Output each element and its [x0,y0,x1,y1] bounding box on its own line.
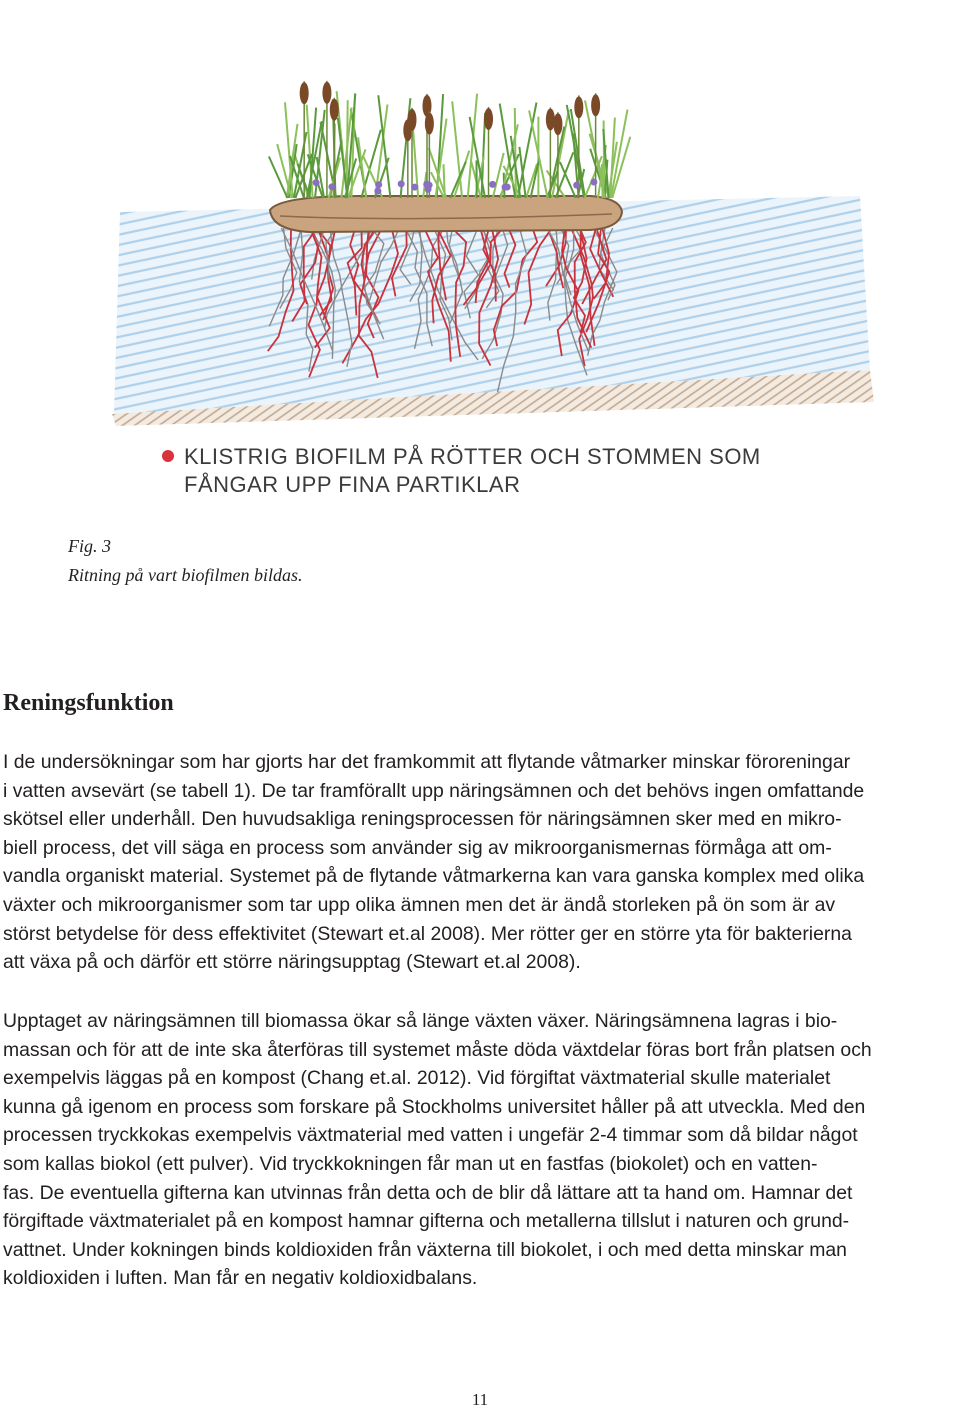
paragraph-line: biell process, det vill säga en process som använder sig av mikroorganismernas förmåga att om- [3,836,832,859]
flower [411,184,418,191]
reed-blade [269,157,288,199]
flower [590,179,597,186]
reed-blade [515,108,516,198]
paragraph-line: som kallas biokol (ett pulver). Vid tryckkokningen får man ut en fastfas (biokolet) och en vatten- [3,1152,818,1175]
paragraph-line: störst betydelse för dess effektivitet (Stewart et.al 2008). Mer rötter ger en större yta för bakterierna [3,922,852,945]
flower [573,182,580,189]
paragraph-line: förgiftade växtmaterialet på en kompost hamnar gifterna och metallerna tillslut i naturen och grund- [3,1210,850,1233]
paragraph-line: vattnet. Under kokningen binds koldioxiden från växterna till biokolet, i och med detta minskar man [3,1238,847,1261]
paragraph-line: växter och mikroorganismer som tar upp olika ämnen men det är ändå storleken på ön som är av [3,893,836,916]
paragraph-line: Upptaget av näringsämnen till biomassa ökar så länge växten växer. Näringsämnena lagras i bio- [3,1010,838,1032]
figure-caption [68,532,303,590]
floating-wetland-drawing [100,70,880,510]
flower [313,179,320,186]
flower [375,181,382,188]
cattail-head [484,108,493,130]
paragraph-line: skötsel eller underhåll. Den huvudsakliga reningsprocessen för näringsämnen sker med en mikro- [3,808,842,831]
paragraph-line: i vatten avsevärt (se tabell 1). De tar framförallt upp näringsämnen och det behövs ingen omfattande [3,779,865,802]
paragraph-line: koldioxiden i luften. Man får en negativ koldioxidbalans. [3,1267,478,1290]
paragraph-line: fas. De eventuella gifterna kan utvinnas från detta och de blir då lättare att ta hand om. Hamnar det [3,1181,853,1204]
flower [328,183,335,190]
cattail-head [574,96,583,118]
cattail-head [322,82,331,104]
floating-island [270,196,622,232]
paragraph-line: I de undersökningar som har gjorts har det framkommit att flytande våtmarker minskar föroreningar [3,751,851,773]
flower [374,188,381,195]
flower [489,181,496,188]
caption-label: Fig. 3 [68,536,111,556]
page-number: 11 [471,1390,489,1409]
flower [398,180,405,187]
cattail-head [330,99,339,121]
cattail-head [408,109,417,131]
reed-plants [269,81,630,198]
reed-blade [519,147,525,198]
red-bullet-icon [162,450,174,462]
paragraph-line: exempelvis läggas på en kompost (Chang et.al. 2012). Vid förgiftat växtmaterial skulle materialet [3,1067,831,1090]
handwritten-label-line1: KLISTRIG BIOFILM PÅ RÖTTER OCH STOMMEN SOM [184,444,761,469]
paragraph-2 [3,1007,959,1293]
paragraph-line: processen tryckkokas exempelvis växtmaterial med vatten i ungefär 2-4 timmar som då bildar något [3,1124,858,1147]
flower [504,184,511,191]
cattail-head [300,82,309,104]
cattail-head [591,94,600,116]
paragraph-line: massan och för att de inte ska återföras till systemet måste döda växtdelar föras bort från platsen och [3,1038,872,1061]
caption-text: Ritning på vart biofilmen bildas. [68,565,303,585]
cattail-head [553,113,562,135]
flower [423,181,430,188]
section-heading: Reningsfunktion [3,690,174,716]
paragraph-1 [3,748,959,977]
paragraph-line: att växa på och därför ett större näringsupptag (Stewart et.al 2008). [3,951,581,974]
handwritten-label-line2: FÅNGAR UPP FINA PARTIKLAR [184,472,521,497]
paragraph-line: kunna gå igenom en process som forskare på Stockholms universitet håller på att utveckla. Med den [3,1095,866,1118]
cattail-head [546,108,555,130]
floating-wetland-illustration [100,70,880,510]
paragraph-line: vandla organiskt material. Systemet på de flytande våtmarkerna kan vara ganska komplex med olika [3,865,865,888]
cattail-head [425,113,434,135]
